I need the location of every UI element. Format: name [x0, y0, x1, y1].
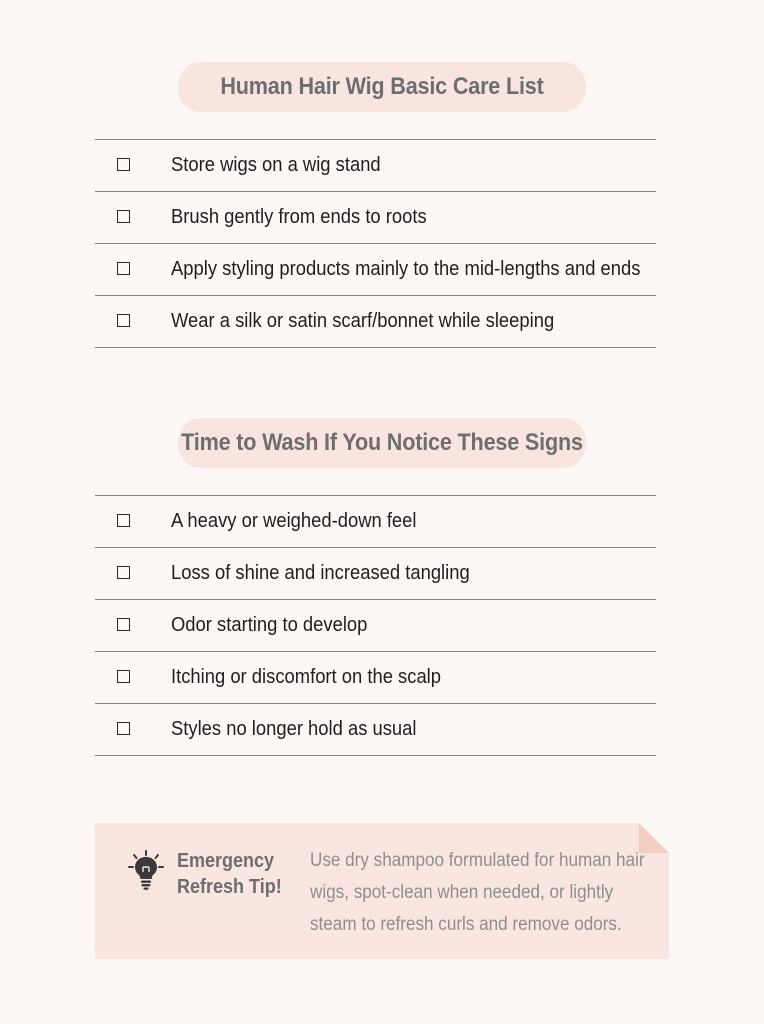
- care-list-title: Human Hair Wig Basic Care List: [178, 62, 587, 112]
- checklist-item[interactable]: [95, 704, 656, 756]
- wash-signs-list: [95, 495, 656, 756]
- checklist-item-label: A heavy or weighed-down feel: [171, 510, 417, 532]
- checklist-item-label: Loss of shine and increased tangling: [171, 562, 470, 584]
- tip-body: Use dry shampoo formulated for human hair wigs, spot-clean when needed, or lightly steam to refresh curls and remove odors.: [310, 850, 645, 935]
- checklist-item-label: Styles no longer hold as usual: [171, 718, 417, 740]
- checklist-item[interactable]: [95, 600, 656, 652]
- wash-signs-title: Time to Wash If You Notice These Signs: [178, 418, 587, 468]
- lightbulb-icon: [128, 850, 164, 892]
- checkbox[interactable]: [117, 158, 130, 171]
- checkbox[interactable]: [117, 514, 130, 527]
- checklist-item[interactable]: [95, 140, 656, 192]
- checkbox[interactable]: [117, 314, 130, 327]
- checkbox[interactable]: [117, 618, 130, 631]
- checkbox[interactable]: [117, 262, 130, 275]
- checklist-item-label: Apply styling products mainly to the mid-lengths and ends: [171, 258, 641, 280]
- checklist-item[interactable]: [95, 192, 656, 244]
- checklist-item-label: Store wigs on a wig stand: [171, 154, 381, 176]
- checkbox[interactable]: [117, 566, 130, 579]
- tip-title-line-1: Emergency: [177, 850, 275, 872]
- care-list: [95, 139, 656, 348]
- checkbox[interactable]: [117, 210, 130, 223]
- checklist-item-label: Itching or discomfort on the scalp: [171, 666, 442, 688]
- checklist-item[interactable]: [95, 652, 656, 704]
- checklist-item-label: Odor starting to develop: [171, 614, 368, 636]
- checklist-item[interactable]: [95, 296, 656, 348]
- tip-title: [177, 848, 282, 900]
- checklist-item[interactable]: [95, 496, 656, 548]
- checkbox[interactable]: [117, 722, 130, 735]
- checklist-item-label: Brush gently from ends to roots: [171, 206, 427, 228]
- tip-title-line-2: Refresh Tip!: [177, 876, 282, 898]
- checklist-item[interactable]: [95, 244, 656, 296]
- checkbox[interactable]: [117, 670, 130, 683]
- checklist-item-label: Wear a silk or satin scarf/bonnet while sleeping: [171, 310, 555, 332]
- checklist-item[interactable]: [95, 548, 656, 600]
